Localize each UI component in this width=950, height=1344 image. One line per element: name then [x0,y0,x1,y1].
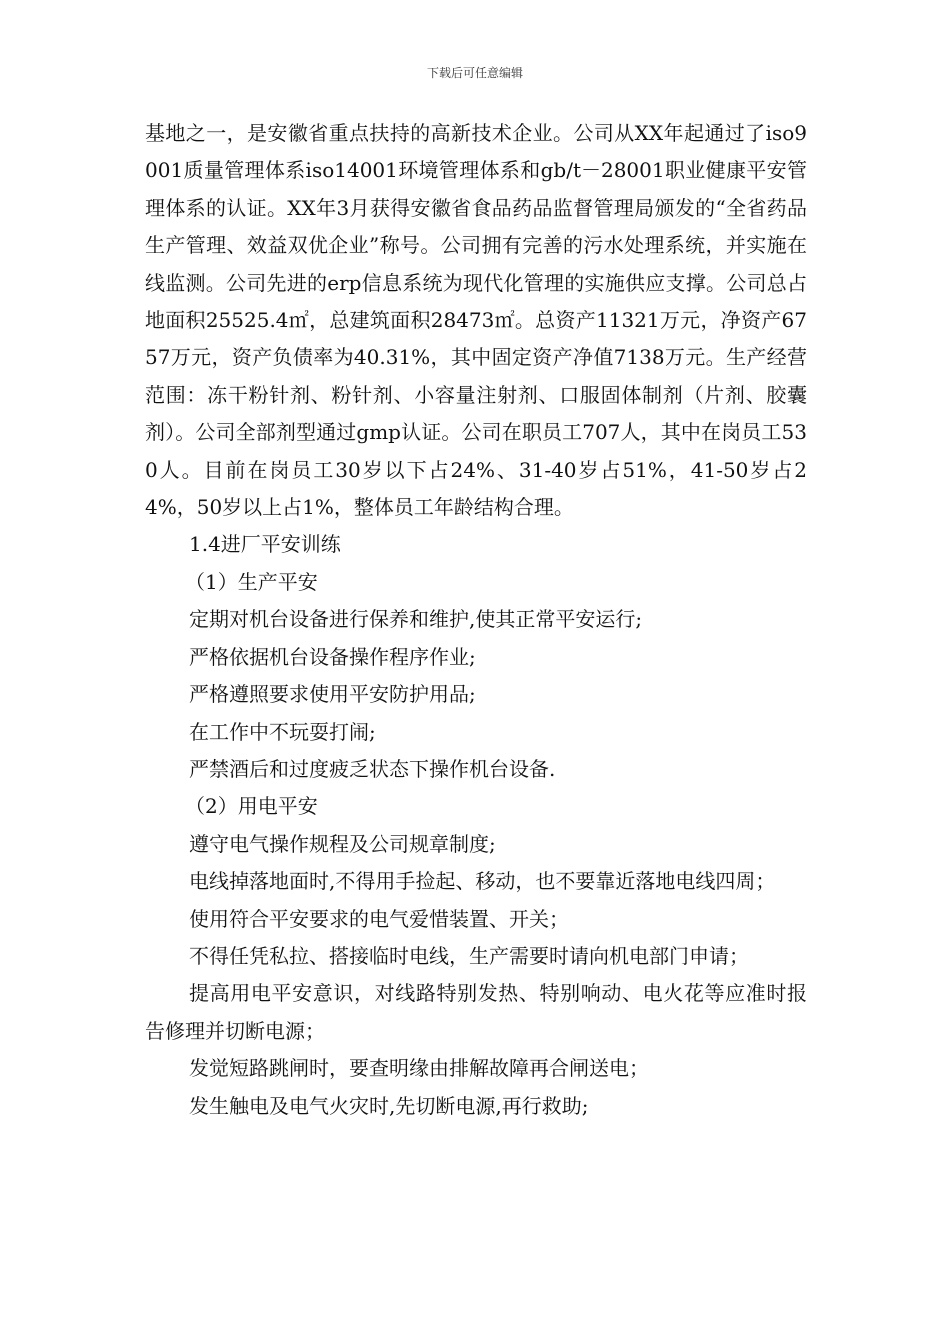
list-item: 在工作中不玩耍打闹; [189,719,376,744]
subsection-heading: （1）生产平安 [185,569,318,594]
list-item: 电线掉落地面时,不得用手捡起、移动，也不要靠近落地电线四周； [189,869,776,894]
list-item: 严禁酒后和过度疲乏状态下操作机台设备. [189,756,556,781]
company-intro-paragraph: 基地之一，是安徽省重点扶持的高新技术企业。公司从XX年起通过了iso9001质量管理体系iso14001环境管理体系和gb/t－28001职业健康平安管理体系的认证。XX年3月获得安徽省食品药品监督管理局颁发的“全省药品生产管理、效益双优企业”称号。公司拥有完善的污水处理系统，并实施在线监测。公司先进的erp信息系统为现代化管理的实施供应支撑。公司总占地面积25525.4㎡，总建筑面积28473㎡。总资产11321万元，净资产6757万元，资产负债率为40.31%，其中固定资产净值7138万元。生产经营范围：冻干粉针剂、粉针剂、小容量注射剂、口服固体制剂（片剂、胶囊剂）。公司全部剂型通过gmp认证。公司在职员工707人，其中在岗员工530人。目前在岗员工30岁以下占24%、31-40岁占51%，41-50岁占24%，50岁以上占1%，整体员工年龄结构合理。 [145,121,807,520]
list-item: 发觉短路跳闸时，要查明缘由排解故障再合闸送电； [189,1056,649,1081]
document-body [145,115,807,1125]
section-heading: 1.4进厂平安训练 [189,532,341,557]
list-item: 定期对机台设备进行保养和维护,使其正常平安运行; [189,607,643,632]
subsection-heading: （2）用电平安 [185,794,318,819]
list-item: 严格依据机台设备操作程序作业; [189,644,476,669]
list-item: 发生触电及电气火灾时,先切断电源,再行救助; [189,1093,589,1118]
list-item: 遵守电气操作规程及公司规章制度; [189,831,496,856]
list-item: 提高用电平安意识，对线路特别发热、特别响动、电火花等应准时报告修理并切断电源； [145,981,807,1043]
list-item: 严格遵照要求使用平安防护用品; [189,682,476,707]
list-item: 不得任凭私拉、搭接临时电线，生产需要时请向机电部门申请； [189,943,749,968]
page-header: 下载后可任意编辑 [426,66,523,80]
list-item: 使用符合平安要求的电气爱惜装置、开关； [189,906,569,931]
